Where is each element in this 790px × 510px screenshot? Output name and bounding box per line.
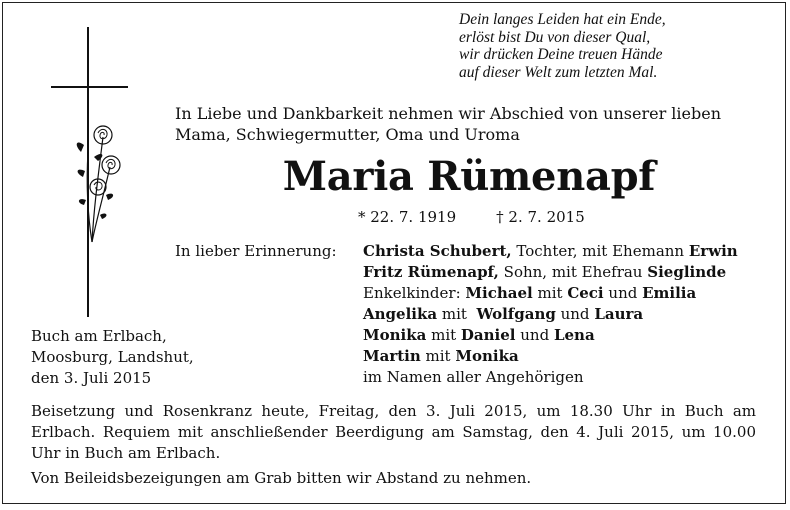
- deceased-name: Maria Rümenapf: [282, 153, 656, 200]
- mourner-line: Martin mit Monika: [363, 347, 519, 365]
- condolence-request: Von Beileidsbezeigungen am Grab bitten wir Abstand zu nehmen.: [31, 469, 532, 487]
- mourner-line: Fritz Rümenapf, Sohn, mit Ehefrau Sieglinde: [363, 263, 727, 281]
- place-line: Buch am Erlbach,: [31, 327, 167, 345]
- place-line: den 3. Juli 2015: [31, 369, 152, 387]
- mourners-list: [363, 241, 783, 388]
- death-date: † 2. 7. 2015: [496, 208, 585, 226]
- cross-with-roses-icon: [48, 27, 138, 317]
- poem: [459, 11, 759, 81]
- intro-text: In Liebe und Dankbarkeit nehmen wir Abschied von unserer lieben Mama, Schwiegermutter, Oma und Uroma: [175, 104, 722, 144]
- mourner-line: Christa Schubert, Tochter, mit Ehemann Erwin: [363, 242, 738, 260]
- place-and-date: [31, 326, 194, 389]
- mourner-line: Angelika mit Wolfgang und Laura: [363, 305, 644, 323]
- memory-label: In lieber Erinnerung:: [175, 242, 337, 260]
- poem-line: wir drücken Deine treuen Hände: [459, 46, 663, 64]
- poem-line: auf dieser Welt zum letzten Mal.: [459, 63, 658, 81]
- mourner-line: Monika mit Daniel und Lena: [363, 326, 595, 344]
- mourner-line: im Namen aller Angehörigen: [363, 368, 584, 386]
- funeral-details: Beisetzung und Rosenkranz heute, Freitag, den 3. Juli 2015, um 18.30 Uhr in Buch am Erlbach. Requiem mit anschließender Beerdigung am Samstag, den 4. Juli 2015, um 10.00 Uhr in Buch am Erlbach.: [31, 402, 756, 462]
- poem-line: erlöst bist Du von dieser Qual,: [459, 28, 651, 46]
- place-line: Moosburg, Landshut,: [31, 348, 194, 366]
- birth-date: * 22. 7. 1919: [358, 208, 457, 226]
- life-dates: [358, 207, 585, 227]
- obituary-notice: [2, 2, 786, 504]
- mourner-line: Enkelkinder: Michael mit Ceci und Emilia: [363, 284, 697, 302]
- poem-line: Dein langes Leiden hat ein Ende,: [459, 11, 666, 28]
